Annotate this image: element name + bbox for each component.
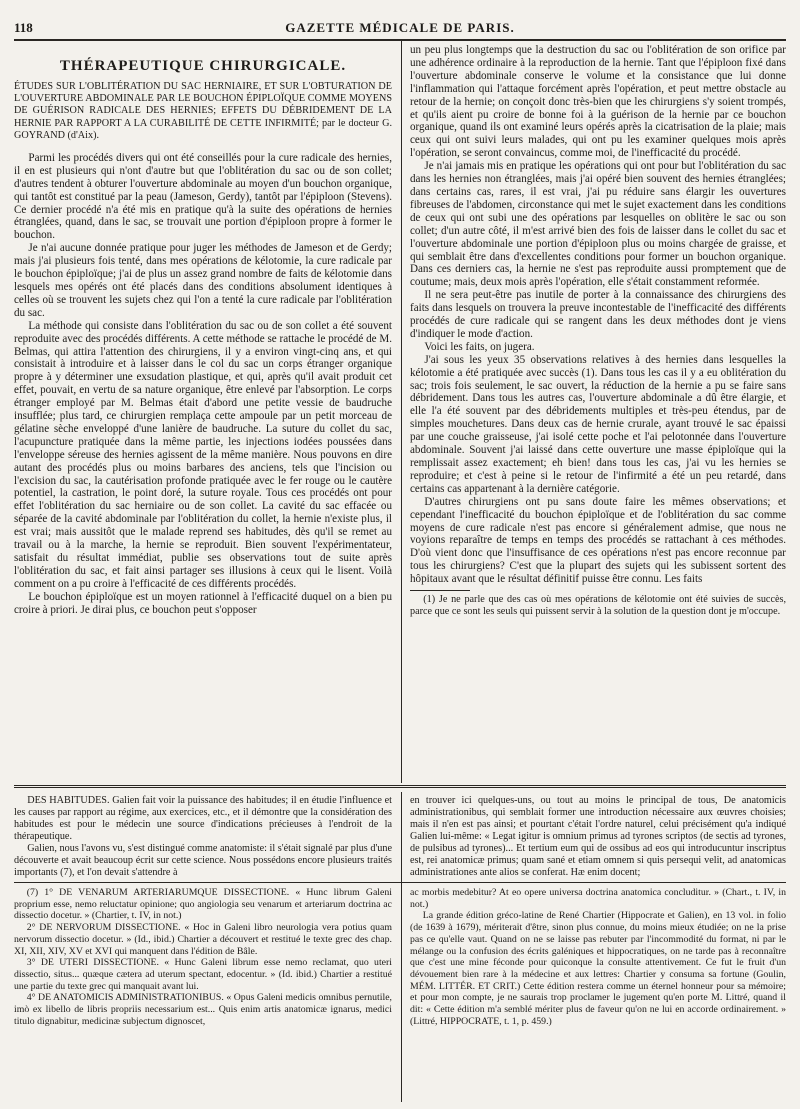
paragraph: La méthode qui consiste dans l'oblitération du sac ou de son collet a été souvent reproduite avec des procédés différents. A cette méthode se rattache le procédé de M. Belmas, qui attira l'attention des chirurgiens, il y a environ vingt-cinq ans, et qui consistait à introduire et à laisser dans le col du sac un corps étranger organique propre à y déterminer une exsudation plastique, et qui, après qu'il avait produit cet effet, pouvait, en vertu de sa nature organique, être enlevé par l'absorption. Le corps étranger employé par M. Belmas était d'abord une petite vessie de baudruche insufflée; plus tard, ce chirurgien remplaça cette ampoule par un petit morceau de gélatine sèche enveloppé d'une lanière de baudruche. La suture du collet du sac, l'acupuncture pratiquée dans la même partie, les injections iodées poussées dans l'enveloppe séreuse des hernies agissent de la même manière. Nous pouvons en dire autant des procédés plus ou moins barbares des anciens, tels que l'incision ou l'excision du sac, la cautérisation profonde pratiquée avec le fer rouge ou le cautère potentiel, la castration, le point doré, la suture royale. Tous ces procédés ont pour effet l'oblitération du sac herniaire ou de son collet. La cavité du sac effacée ou séparée de la cavité abdominale par l'oblitération du collet, la hernie n'existe plus, il est vrai; mais aussitôt que le malade reprend ses habitudes, dès qu'il se remet au travail ou à la marche, la hernie se reproduit. Bien souvent l'expérimentateur, satisfait du résultat immédiat, publie ses observations tout de suite après l'oblitération du sac, et fait ainsi partager ses illusions à ceux qui le lisent. Voilà comment on a pu croire à l'efficacité de ces différents procédés. [14,319,392,590]
paragraph: Voici les faits, on jugera. [424,340,535,353]
paragraph: Il ne sera peut-être pas inutile de porter à la connaissance des chirurgiens des faits dans lesquels on trouvera la preuve incontestable de l'inefficacité des différents procédés de cure radicale qui se rangent dans les deux méthodes dont je viens d'indiquer le mode d'action. [410,289,786,340]
paragraph: Je n'ai jamais mis en pratique les opérations qui ont pour but l'oblitération du sac dans les hernies non étranglées, mais j'ai opéré bien souvent des hernies étranglées; dans certains cas, rares, il est vrai, j'ai pu réduire sans élargir les ouvertures fibreuses de l'abdomen, circonstance qui met le sujet exactement dans les conditions de ceux qui ont subi une des opérations par lesquelles on oblitère le sac ou son collet; d'un autre côté, il m'est arrivé bien des fois de laisser dans le collet du sac et l'ouverture abdominale une portion d'épiploon plus ou moins chargée de graisse, et qui semblait être dans d'excellentes conditions pour former un bouchon organique. Dans ces derniers cas, la hernie ne s'est pas reproduite aussi promptement que de coutume; mais, deux mois après l'opération, elle s'était constamment reformée. [410,160,786,289]
footnote-rule [410,590,470,591]
paragraph: DES HABITUDES. Galien fait voir la puissance des habitudes; il en étudie l'influence et les causes par rapport au régime, aux exercices, etc., et il démontre que la considération des habitudes est pour le médecin une source d'indications précieuses à l'endroit de la thérapeutique. [14,795,392,842]
paragraph: un peu plus longtemps que la destruction du sac ou l'oblitération de son orifice par une adhérence ordinaire à la reproduction de la hernie. Tant que l'épiploon fixé dans l'ouverture abdominale conserve le volume et la consistance que lui donne l'inflammation qui l'attaque forcément après l'opération, et peut mettre obstacle au retour de la hernie; on conçoit donc très-bien que les chirurgiens s'y soient trompés, et qu'ils aient pu croire de bonne foi à la guérison de la hernie par ce bouchon organique, quand ils ont examiné leurs opérés après la cicatrisation de la plaie; mais ceux qui ont suivi leurs malades, qui ont pu les examiner quelques mois après l'opération, se seront convaincus, comme moi, de l'inefficacité du procédé. [410,44,786,160]
page-header [14,20,786,38]
note-item: (7) 1° DE VENARUM ARTERIARUMQUE DISSECTIONE. « Hunc librum Galeni proprium esse, nemo reluctatur opinione; quo angiologia seu venarum et arteriarum doctrina ac dissectio docetur. » (Chartier, t. IV, in not.) [14,887,392,922]
feuilleton-column-right [410,795,786,879]
column-divider [401,41,402,783]
section-title: THÉRAPEUTIQUE CHIRURGICALE. [59,58,347,74]
page-number: 118 [14,20,33,35]
feuilleton-divider [401,792,402,1102]
article-column-right [410,44,786,618]
note-item: La grande édition gréco-latine de René Chartier (Hippocrate et Galien), en 13 vol. in folio (de 1639 à 1679), mériterait d'être, sinon plus connue, du moins mieux étudiée; on ne la prise pas ce qu'elle vaut. Quand on ne se laisse pas rebuter par l'incommodité du format, ni par le mélange ou la confusion des écrits galéniques et hippocratiques, on ne tarde pas à reconnaître que c'est une mine féconde pour quiconque la consulte attentivement. Ce fut le fruit d'un dévouement bien rare à la médecine et aux lettres: Chartier y consuma sa fortune (Goulin, MÉM. LITTÉR. ET CRIT.) Cette édition restera comme un éternel honneur pour sa mémoire; et pour mon compte, je ne saurais trop proclamer le jugement qu'en porte M. Littré, quand il dit: « Cette édition m'a semblé mériter plus de faveur qu'on ne lui en accorde ordinairement. » (Littré, HIPPOCRATE, t. 1, p. 459.) [410,910,786,1027]
notes-column-left [14,887,392,1027]
paragraph: en trouver ici quelques-uns, ou tout au moins le principal de tous, De anatomicis administrationibus, qui semblait former une introduction nécessaire aux œuvres choisies; mais il n'en est pas ainsi; et pourtant c'était l'ordre naturel, celui précisément qu'a indiqué Galien lui-même: « Legat igitur is omnium primus ad tyrones scriptos (de sectis ad tyrones, de pulsibus ad tyrones)... Et tertium eum qui de ossibus ad eos qui introducuntur inscriptus est, rei anatomicæ primus; quam sané et etiam omnem si quis persequi velit, ad anatomicas administrationes ante alios se conferat. Hæ enim docent; [410,795,786,878]
notes-column-right [410,887,786,1027]
note-item: ac morbis medebitur? At eo opere universa doctrina anatomica concluditur. » (Chart., t. IV, in not.) [410,887,786,910]
article-subtitle: ÉTUDES SUR L'OBLITÉRATION DU SAC HERNIAIRE, ET SUR L'OBTURATION DE L'OUVERTURE ABDOMINALE PAR LE BOUCHON ÉPIPLOÏQUE COMME MOYENS DE GUÉRISON RADICALE DES HERNIES; EFFETS DU DÉBRIDEMENT DE LA HERNIE PAR RAPPORT A LA CURABILITÉ DE CETTE INFIRMITÉ; par le docteur G. GOYRAND (d'Aix). [14,80,392,141]
header-rule [14,39,786,41]
note-item: 3° DE UTERI DISSECTIONE. « Hunc Galeni librum esse nemo reclamat, quo uteri dissectio, situs... quæque cætera ad uterum spectant, edocentur. » (Id. ibid.) Chartier a restitué une partie du texte grec qui manquait avant lui. [14,957,392,992]
paragraph: Parmi les procédés divers qui ont été conseillés pour la cure radicale des hernies, il en est plusieurs qui n'ont d'autre but que l'oblitération du sac ou de son collet; d'autres tendent à obturer l'ouverture abdominale au moyen d'un bouchon organique, qui tantôt est constitué par la peau (Jameson, Gerdy), tantôt par l'épiploon (Stevens). Ce dernier procédé n'a été mis en pratique qu'à la suite des opérations de hernies étranglées, quand, dans le sac, se trouvait une portion d'épiploon propre à former le bouchon. [14,151,392,242]
note-item: 2° DE NERVORUM DISSECTIONE. « Hoc in Galeni libro neurologia vera potius quam nervorum dissectio docetur. » (Id., ibid.) Chartier a découvert et restitué le texte grec des chap. XI, XII, XIV, XV et XVI qui manquent dans l'édition de Bâle. [14,922,392,957]
paragraph: J'ai sous les yeux 35 observations relatives à des hernies dans lesquelles la kélotomie a été pratiquée avec succès (1). Dans tous les cas il y a eu oblitération du sac; trois fois seulement, le sac ouvert, la réduction de la hernie a pu se faire sans débridement. Dans tous les autres cas, l'ouverture abdominale a dû être élargie, et elle l'a été souvent par des débridements multiples et très-peu étendus, par de simples mouchetures. Dans deux cas de hernie crurale, ayant trouvé le sac épaissi par une couche graisseuse, j'ai isolé cette poche et l'ai pelotonnée dans l'ouverture abdominale. Souvent j'ai laissé dans cette ouverture une masse épiploïque qui la remplissait assez exactement; eh bien! dans tous les cas, j'ai vu les hernies se reproduire; et c'est à peine si le retour de l'infirmité a été un peu retardé, dans certains cas appartenant à la dernière catégorie. [410,353,786,495]
paragraph: D'autres chirurgiens ont pu sans doute faire les mêmes observations; et cependant l'inefficacité du bouchon épiploïque et de l'oblitération du sac comme moyens de cure radicale n'est pas encore si généralement admise, que nous ne voyions reparaître de temps en temps des procédés se rattachant à ces méthodes. D'où vient donc que l'insuffisance de ces opérations n'est pas encore reconnue par tous les chirurgiens? C'est que la plupart des sujets qui les subissent sortent des hôpitaux avant que le résultat définitif puisse être connu. Les faits [410,495,786,586]
paragraph: Je n'ai aucune donnée pratique pour juger les méthodes de Jameson et de Gerdy; mais j'ai plusieurs fois tenté, dans mes opérations de kélotomie, la cure radicale par le bouchon épiploïque; j'ai de plus un assez grand nombre de faits de kélotomie dans lesquels mes opérés ont été placés dans des conditions absolument identiques à celles où se trouvent les sujets chez qui l'on a tenté la cure radicale par l'oblitération du sac. [14,242,392,319]
article-column-left [14,48,392,617]
feuilleton-column-left [14,795,392,879]
feuilleton-rule [14,785,786,788]
paragraph: Le bouchon épiploïque est un moyen rationnel à l'efficacité duquel on a bien pu croire à priori. Je dirai plus, ce bouchon peut s'opposer [14,590,392,616]
note-item: 4° DE ANATOMICIS ADMINISTRATIONIBUS. « Opus Galeni medicis omnibus pernutile, imò ex libello de libris propriis necessarium est... Quis enim artis anatomicæ ignarus, medici titulo dignabitur, medicinæ subjectum dignoscet, [14,992,392,1027]
running-title: GAZETTE MÉDICALE DE PARIS. [285,20,515,35]
footnote: (1) Je ne parle que des cas où mes opérations de kélotomie ont été suivies de succès, parce que ce sont les seuls qui puissent servir à la solution de la question dont je m'occupe. [410,594,786,618]
notes-rule [14,882,786,883]
paragraph: Galien, nous l'avons vu, s'est distingué comme anatomiste: il s'était signalé par plus d'une découverte et avait beaucoup écrit sur cette science. Nous possédons encore plusieurs traités importants (7), et l'on devait s'attendre à [14,843,392,878]
